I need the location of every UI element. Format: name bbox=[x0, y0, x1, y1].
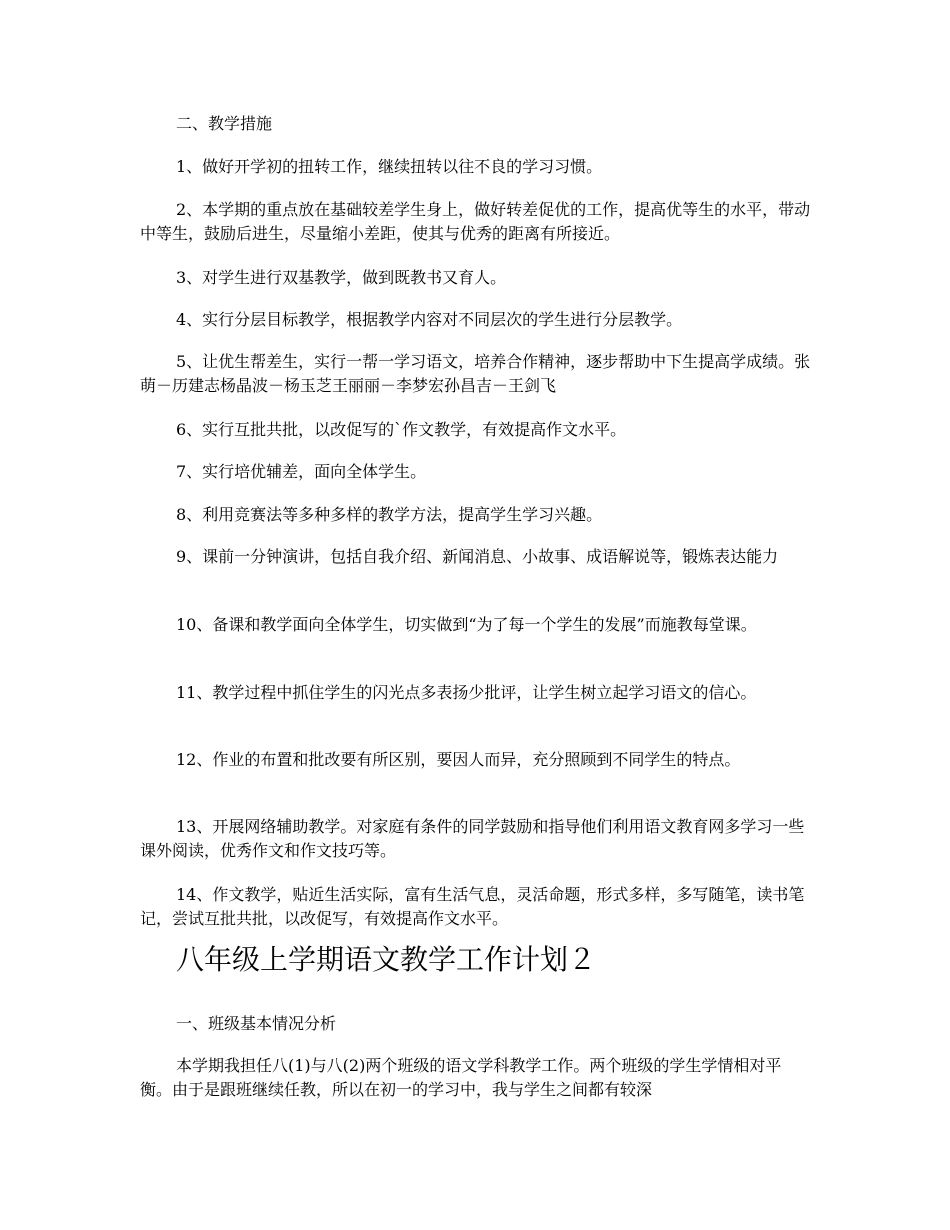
list-item-3: 3、对学生进行双基教学，做到既教书又育人。 bbox=[176, 268, 507, 287]
list-item-8: 8、利用竞赛法等多种多样的教学方法，提高学生学习兴趣。 bbox=[176, 505, 603, 524]
list-item-4: 4、实行分层目标教学，根据教学内容对不同层次的学生进行分层教学。 bbox=[176, 310, 683, 329]
body-paragraph: 本学期我担任八(1)与八(2)两个班级的语文学科教学工作。两个班级的学生学情相对平衡。由于是跟班继续任教，所以在初一的学习中，我与学生之间都有较深 bbox=[140, 1056, 782, 1099]
list-item-9: 9、课前一分钟演讲，包括自我介绍、新闻消息、小故事、成语解说等，锻炼表达能力 bbox=[176, 547, 779, 566]
document-title: 八年级上学期语文教学工作计划２ bbox=[176, 943, 597, 976]
list-item-13: 13、开展网络辅助教学。对家庭有条件的同学鼓励和指导他们利用语文教育网多学习一些课外阅读，优秀作文和作文技巧等。 bbox=[140, 817, 805, 860]
list-item-11: 11、教学过程中抓住学生的闪光点多表扬少批评，让学生树立起学习语文的信心。 bbox=[176, 683, 757, 702]
list-item-14: 14、作文教学，贴近生活实际，富有生活气息，灵活命题，形式多样，多写随笔，读书笔记，尝试互批共批，以改促写，有效提高作文水平。 bbox=[140, 885, 805, 928]
list-item-10: 10、备课和教学面向全体学生，切实做到“为了每一个学生的发展”而施教每堂课。 bbox=[176, 615, 757, 634]
list-item-7: 7、实行培优辅差，面向全体学生。 bbox=[176, 462, 427, 481]
list-item-1: 1、做好开学初的扭转工作，继续扭转以往不良的学习习惯。 bbox=[176, 157, 603, 176]
list-item-6: 6、实行互批共批，以改促写的`作文教学，有效提高作文水平。 bbox=[176, 420, 627, 439]
list-item-5: 5、让优生帮差生，实行一帮一学习语文，培养合作精神，逐步帮助中下生提高学成绩。张萌－历建志杨晶波－杨玉芝王丽丽－李梦宏孙昌吉－王剑飞 bbox=[140, 352, 811, 395]
list-item-2: 2、本学期的重点放在基础较差学生身上，做好转差促优的工作，提高优等生的水平，带动中等生，鼓励后进生，尽量缩小差距，使其与优秀的距离有所接近。 bbox=[140, 200, 811, 243]
subheading: 一、班级基本情况分析 bbox=[176, 1014, 337, 1033]
section-heading: 二、教学措施 bbox=[176, 114, 273, 133]
list-item-12: 12、作业的布置和批改要有所区别，要因人而异，充分照顾到不同学生的特点。 bbox=[176, 750, 741, 769]
